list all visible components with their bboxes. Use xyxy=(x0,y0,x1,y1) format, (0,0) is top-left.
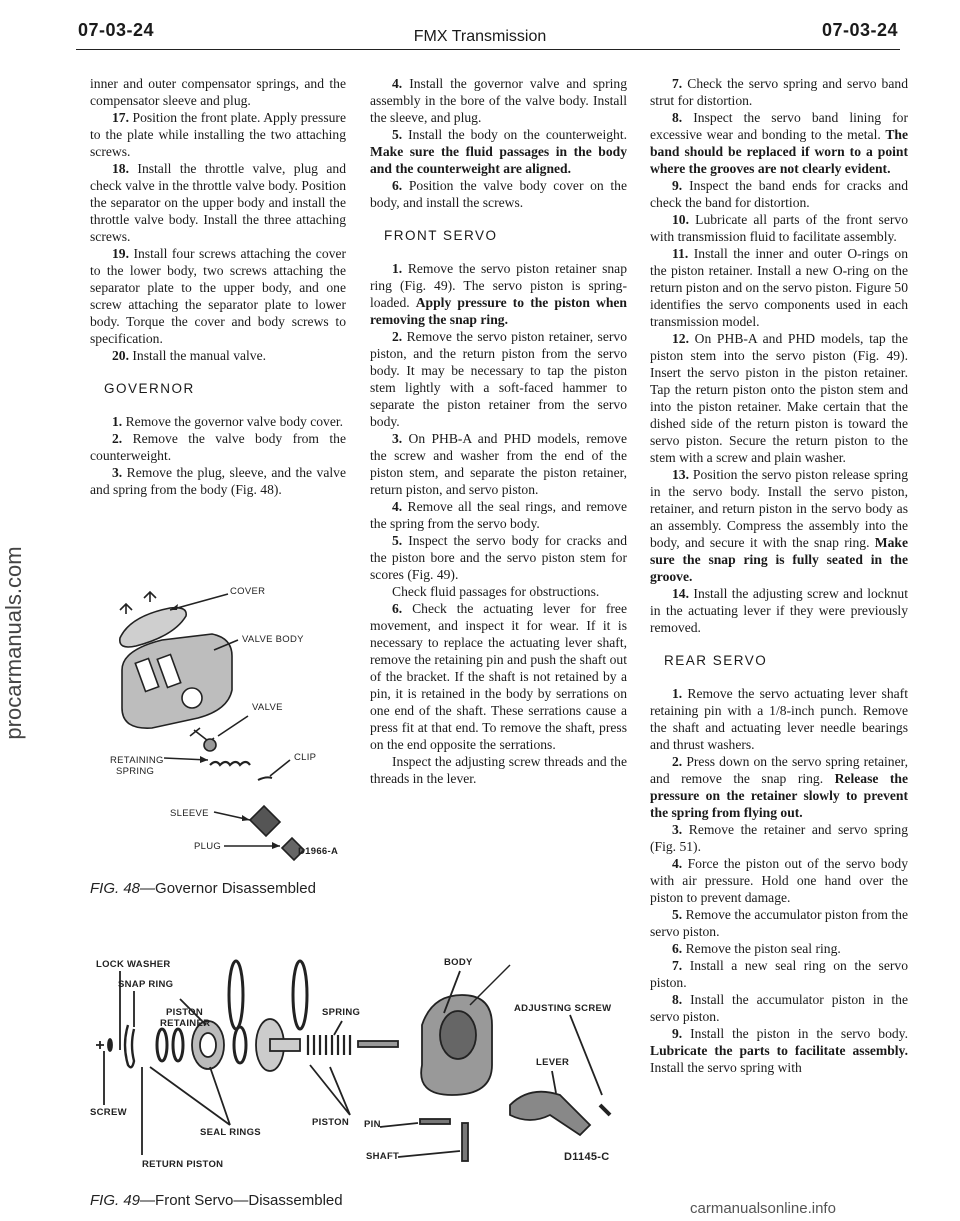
paragraph xyxy=(370,753,627,787)
step-number: 11. xyxy=(672,246,689,261)
step-number: 5. xyxy=(392,127,403,142)
paragraph xyxy=(90,464,346,498)
paragraph xyxy=(650,585,908,636)
paragraph-text: Force the piston out of the servo body with air pressure. Hold one hand over the piston to prevent damage. xyxy=(650,856,908,905)
paragraph-text: Remove all the seal rings, and remove the spring from the servo body. xyxy=(370,499,627,531)
label-lock-washer: LOCK WASHER xyxy=(96,959,171,970)
paragraph xyxy=(90,245,346,347)
label-pin: PIN xyxy=(364,1119,381,1130)
step-number: 10. xyxy=(672,212,689,227)
section-heading: REAR SERVO xyxy=(664,653,768,668)
paragraph xyxy=(650,466,908,585)
paragraph-text: Remove the governor valve body cover. xyxy=(122,414,344,429)
spring-shape xyxy=(210,762,250,765)
step-number: 9. xyxy=(672,178,683,193)
paragraph xyxy=(370,532,627,583)
paragraph xyxy=(650,177,908,211)
emphasis-text: Apply pressure to the piston when removing the snap ring. xyxy=(370,295,627,327)
paragraph-text: Install the governor valve and spring assembly in the bore of the valve body. Install the sleeve, and plug. xyxy=(370,76,627,125)
label-piston: PISTON xyxy=(312,1117,349,1128)
paragraph-text: Remove the accumulator piston from the servo piston. xyxy=(650,907,908,939)
paragraph-text: Install the body on the counterweight. xyxy=(402,127,627,142)
side-watermark xyxy=(1,440,28,840)
emphasis-text: Release the pressure on the retainer slowly to prevent the spring from flying out. xyxy=(650,771,908,820)
step-number: 7. xyxy=(672,958,683,973)
figure-49-title: —Front Servo—Disassembled xyxy=(140,1192,343,1209)
paragraph-text: Install a new seal ring on the servo piston. xyxy=(650,958,908,990)
paragraph-text: Inspect the servo body for cracks and the piston bore and the servo piston stem for scores (Fig. 49). xyxy=(370,533,627,582)
paragraph xyxy=(370,177,627,211)
paragraph xyxy=(650,1025,908,1076)
bottom-watermark: carmanualsonline.info xyxy=(690,1200,836,1217)
step-number: 7. xyxy=(672,76,683,91)
step-number: 17. xyxy=(112,110,129,125)
step-number: 8. xyxy=(672,992,683,1007)
snap-ring-shape xyxy=(125,1025,134,1067)
paragraph-text: Install the manual valve. xyxy=(129,348,267,363)
paragraph xyxy=(650,940,908,957)
paragraph-text: Install the inner and outer O-rings on the piston retainer. Install a new O-ring on the return piston and on the servo piston. Figure 50 identifies the servo components used in each transmission model. xyxy=(650,246,908,329)
label-plug: PLUG xyxy=(194,841,222,852)
step-number: 1. xyxy=(392,261,403,276)
section-heading: FRONT SERVO xyxy=(384,228,498,243)
step-number: 4. xyxy=(672,856,683,871)
label-retaining: RETAINING xyxy=(110,755,164,766)
emphasis-text: Lubricate the parts to facilitate assembly. xyxy=(650,1043,908,1058)
step-number: 4. xyxy=(392,499,403,514)
paragraph-text: Install the adjusting screw and locknut in the actuating lever if they were previously removed. xyxy=(650,586,908,635)
label-cover: COVER xyxy=(230,586,266,597)
figure-48-title: —Governor Disassembled xyxy=(140,880,316,897)
paragraph xyxy=(650,957,908,991)
label-seal-rings: SEAL RINGS xyxy=(200,1127,261,1138)
paragraph-text: Remove the servo piston retainer snap ring (Fig. 49). The servo piston is spring-loaded. xyxy=(370,261,627,310)
paragraph-text: Remove the servo actuating lever shaft retaining pin with a 1/8-inch punch. Remove the shaft and actuating lever needle bearings and thrust washers. xyxy=(650,686,908,752)
step-number: 1. xyxy=(112,414,123,429)
label-spring: SPRING xyxy=(322,1007,361,1018)
paragraph xyxy=(370,75,627,126)
step-number: 13. xyxy=(672,467,689,482)
lever-shape xyxy=(510,1092,590,1135)
page-title: FMX Transmission xyxy=(413,28,547,45)
step-number: 18. xyxy=(112,161,129,176)
step-number: 5. xyxy=(392,533,403,548)
paragraph xyxy=(370,583,627,600)
paragraph xyxy=(650,75,908,109)
paragraph-text: Remove the servo piston retainer, servo piston, and the return piston from the servo body. It may be necessary to tap the piston stem lightly with a soft-faced hammer to separate the piston retainer from the servo body. xyxy=(370,329,627,429)
emphasis-text: Make sure the snap ring is fully seated in the groove. xyxy=(650,535,908,584)
step-number: 9. xyxy=(672,1026,683,1041)
spring-shape xyxy=(308,1035,350,1055)
text-column-3 xyxy=(650,75,908,1076)
paragraph xyxy=(370,600,627,753)
emphasis-text: Make sure the fluid passages in the body and the counterweight are aligned. xyxy=(370,144,627,176)
paragraph xyxy=(90,430,346,464)
paragraph-text: Inspect the band ends for cracks and check the band for distortion. xyxy=(650,178,908,210)
paragraph xyxy=(650,211,908,245)
paragraph-text: On PHB-A and PHD models, tap the piston stem into the servo piston (Fig. 49). Insert the servo piston in the piston retainer. Tap the return piston onto the piston stem and into the piston retainer. Make certain that the dished side of the return piston is toward the servo piston. Secure the return piston to the stem with a screw and plain washer. xyxy=(650,331,908,465)
paragraph xyxy=(370,498,627,532)
seal-ring-shape xyxy=(157,1029,167,1061)
label-valve-body: VALVE BODY xyxy=(242,634,304,645)
label-screw: SCREW xyxy=(90,1107,127,1118)
sleeve-shape xyxy=(250,806,280,836)
step-number: 19. xyxy=(112,246,129,261)
page-number-left: 07-03-24 xyxy=(78,20,155,40)
step-number: 6. xyxy=(392,178,403,193)
paragraph xyxy=(370,126,627,177)
paragraph xyxy=(650,685,908,753)
paragraph xyxy=(90,413,346,430)
emphasis-text: The band should be replaced if worn to a point where the grooves are not clearly evident. xyxy=(650,127,908,176)
label-sleeve: SLEEVE xyxy=(170,808,209,819)
paragraph-text: Lubricate all parts of the front servo with transmission fluid to facilitate assembly. xyxy=(650,212,908,244)
paragraph xyxy=(650,821,908,855)
side-watermark-text: procarmanuals.com xyxy=(1,546,26,740)
step-number: 3. xyxy=(112,465,123,480)
step-number: 20. xyxy=(112,348,129,363)
label-spring: SPRING xyxy=(116,766,155,777)
step-number: 3. xyxy=(392,431,403,446)
paragraph-text: Position the servo piston release spring in the servo body. Install the servo piston, retainer, and return piston in the servo body as an assembly. Compress the assembly into the body, and secure it with the snap ring. xyxy=(650,467,908,550)
step-number: 6. xyxy=(672,941,683,956)
paragraph xyxy=(90,347,346,364)
paragraph-text: Check fluid passages for obstructions. xyxy=(392,584,600,599)
step-number: 2. xyxy=(672,754,683,769)
paragraph xyxy=(650,109,908,177)
label-piston-retainer: PISTON xyxy=(166,1007,203,1018)
step-number: 4. xyxy=(392,76,403,91)
paragraph-text: Inspect the servo band lining for excessive wear and bonding to the metal. xyxy=(650,110,908,142)
figure-code: D1145-C xyxy=(564,1151,610,1163)
paragraph xyxy=(650,906,908,940)
section-heading: GOVERNOR xyxy=(104,381,195,396)
step-number: 3. xyxy=(672,822,683,837)
paragraph xyxy=(90,75,346,109)
paragraph xyxy=(370,430,627,498)
step-number: 14. xyxy=(672,586,689,601)
label-return-piston: RETURN PISTON xyxy=(142,1159,224,1170)
figure-48-number: FIG. 48 xyxy=(90,880,141,897)
paragraph-text: inner and outer compensator springs, and the compensator sleeve and plug. xyxy=(90,76,346,108)
figure-49 xyxy=(90,955,630,1175)
step-number: 6. xyxy=(392,601,403,616)
figure-48 xyxy=(110,580,350,870)
paragraph xyxy=(370,328,627,430)
paragraph xyxy=(650,245,908,330)
label-clip: CLIP xyxy=(294,752,317,763)
label-shaft: SHAFT xyxy=(366,1151,400,1162)
paragraph-text: Check the servo spring and servo band strut for distortion. xyxy=(650,76,908,108)
paragraph-text: On PHB-A and PHD models, remove the screw and washer from the end of the piston stem, and separate the piston retainer, return piston, and servo piston. xyxy=(370,431,627,497)
paragraph-text: Press down on the servo spring retainer, and remove the snap ring. xyxy=(650,754,908,786)
paragraph xyxy=(90,109,346,160)
paragraph xyxy=(650,855,908,906)
paragraph-text: Position the front plate. Apply pressure to the plate while installing the two attaching screws. xyxy=(90,110,346,159)
label-lever: LEVER xyxy=(536,1057,570,1068)
paragraph-text: Remove the retainer and servo spring (Fig. 51). xyxy=(650,822,908,854)
page-header xyxy=(0,0,960,50)
paragraph-tail: Install the servo spring with xyxy=(650,1060,802,1075)
page-number-right: 07-03-24 xyxy=(821,20,898,40)
paragraph xyxy=(90,160,346,245)
step-number: 2. xyxy=(112,431,123,446)
paragraph xyxy=(370,260,627,328)
paragraph-text: Install four screws attaching the cover to the lower body, two screws attaching the separator plate to the upper body, and one screw attaching the separator plate to lower body. Torque the cover and body screws to specification. xyxy=(90,246,346,346)
text-column-1 xyxy=(90,75,346,498)
screw-shape xyxy=(120,604,132,614)
paragraph-text: Install the piston in the servo body. xyxy=(682,1026,908,1041)
paragraph-text: Check the actuating lever for free movement, and inspect it for wear. If it is necessary to replace the actuating lever shaft, remove the retaining pin and push the shaft out of the bracket. If the shaft is not retained by a pin, it is retained in the body by serrations on one end of the shaft. These serrations cause a press fit at that end. To remove the shaft, press on the end opposite the serrations. xyxy=(370,601,627,752)
figure-49-number: FIG. 49 xyxy=(90,1192,141,1209)
paragraph-text: Position the valve body cover on the body, and install the screws. xyxy=(370,178,627,210)
paragraph xyxy=(650,753,908,821)
step-number: 12. xyxy=(672,331,689,346)
figure-code: D1966-A xyxy=(298,846,339,857)
governor-illustration xyxy=(110,580,350,870)
paragraph-text: Remove the plug, sleeve, and the valve and spring from the body (Fig. 48). xyxy=(90,465,346,497)
paragraph-text: Remove the valve body from the counterweight. xyxy=(90,431,346,463)
label-adjusting-screw: ADJUSTING SCREW xyxy=(514,1003,612,1014)
figure-49-caption xyxy=(90,1192,343,1209)
paragraph xyxy=(650,330,908,466)
label-retainer: RETAINER xyxy=(160,1018,211,1029)
figure-48-caption xyxy=(90,880,316,897)
step-number: 1. xyxy=(672,686,683,701)
paragraph-text: Install the throttle valve, plug and check valve in the throttle valve body. Position the separator on the upper body and install the throttle valve body. Install the three attaching screws. xyxy=(90,161,346,244)
paragraph-text: Install the accumulator piston in the servo piston. xyxy=(650,992,908,1024)
step-number: 2. xyxy=(392,329,403,344)
header-rule xyxy=(76,49,900,50)
paragraph xyxy=(650,991,908,1025)
step-number: 5. xyxy=(672,907,683,922)
label-body: BODY xyxy=(444,957,473,968)
step-number: 8. xyxy=(672,110,683,125)
label-snap-ring: SNAP RING xyxy=(118,979,174,990)
text-column-2 xyxy=(370,75,627,787)
label-valve: VALVE xyxy=(252,702,283,713)
screw-shape xyxy=(144,592,156,602)
paragraph-text: Remove the piston seal ring. xyxy=(682,941,841,956)
paragraph-text: Inspect the adjusting screw threads and the threads in the lever. xyxy=(370,754,627,786)
